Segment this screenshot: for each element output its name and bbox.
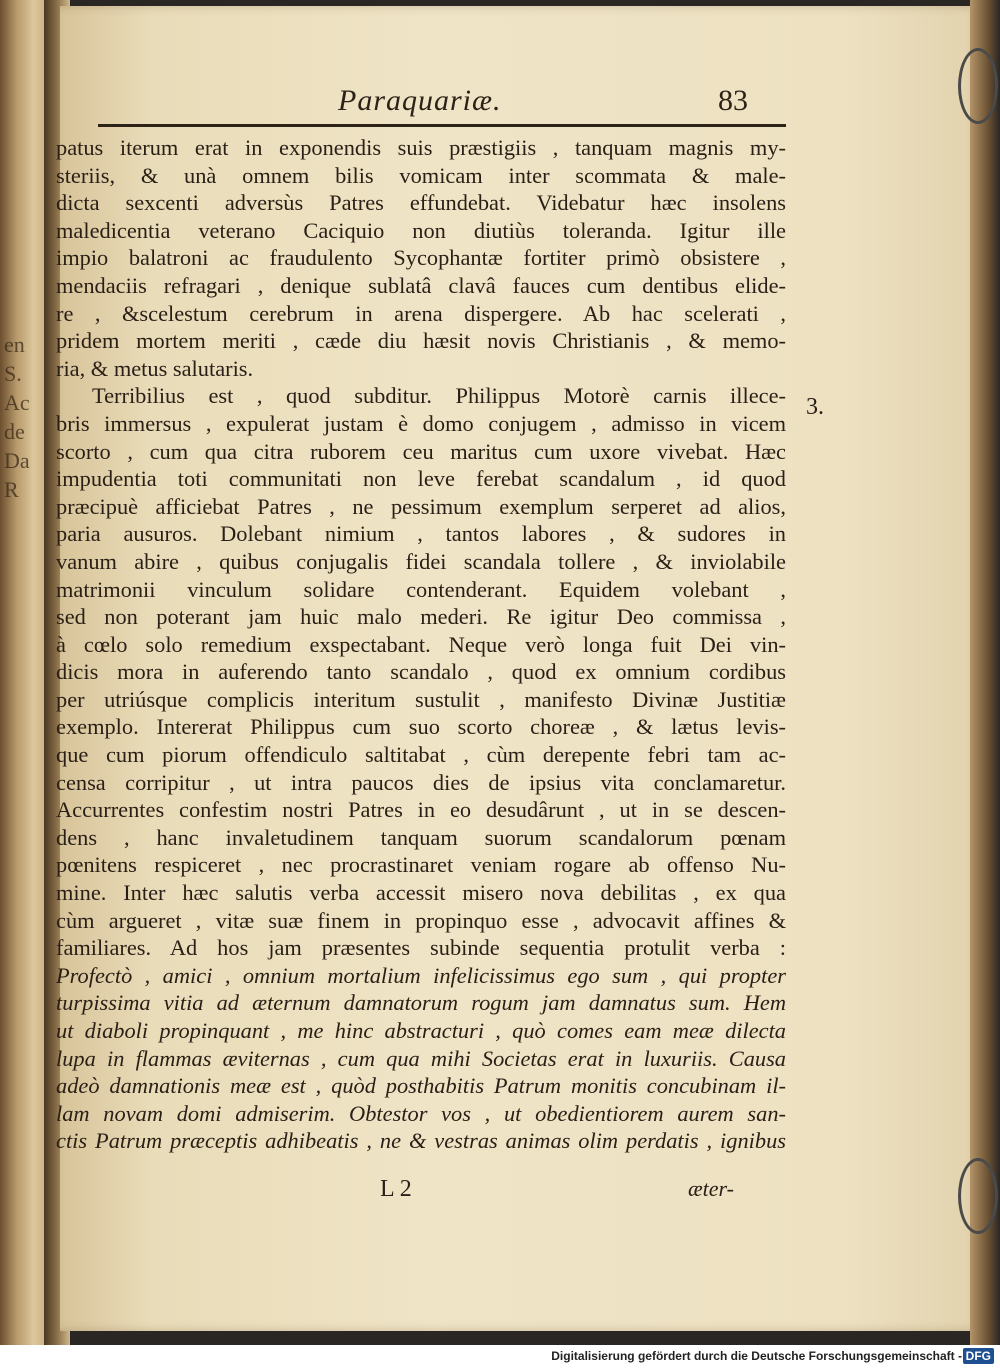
text-line: dens , hanc invaletudinem tanquam suorum scandalorum pœnam bbox=[56, 824, 786, 850]
text-line: impudentia toti communitati non leve ferebat scandalum , id quod bbox=[56, 466, 786, 492]
facing-page-text-fragments: en S. Ac de Da R bbox=[4, 332, 30, 502]
text-line: familiares. Ad hos jam præsentes subinde sequentia protulit verba : bbox=[56, 935, 786, 961]
text-line: scorto , cum qua citra ruborem ceu maritus cum uxore vivebat. Hæc bbox=[56, 438, 786, 464]
body-text bbox=[56, 134, 786, 1155]
page-footer bbox=[0, 1176, 1000, 1206]
text-line: cùm argueret , vitæ suæ finem in propinquo esse , advocavit affines & bbox=[56, 907, 786, 933]
running-title: Paraquariæ. bbox=[338, 84, 502, 117]
text-line: dicta sexcenti adversùs Patres effundebat. Videbatur hæc insolens bbox=[56, 190, 786, 216]
text-line-italic: adeò damnationis meæ est , quòd posthabitis Patrum monitis concubinam il- bbox=[56, 1073, 786, 1099]
text-line-italic: lupa in flammas æviternas , cum qua mihi Societas erat in luxuriis. Causa bbox=[56, 1045, 786, 1071]
text-line: bris immersus , expulerat justam è domo conjugem , admisso in vicem bbox=[56, 410, 786, 436]
header-rule bbox=[98, 124, 786, 127]
text-line: paria ausuros. Dolebant nimium , tantos labores , & sudores in bbox=[56, 521, 786, 547]
text-line: pridem mortem meriti , cæde diu hæsit novis Christianis , & memo- bbox=[56, 328, 786, 354]
text-line: steriis, & unà omnem bilis vomicam inter scommata & male- bbox=[56, 162, 786, 188]
text-line-italic: ut diaboli propinquant , me hinc abstracturi , quò comes eam meæ dilecta bbox=[56, 1018, 786, 1043]
text-line: pœnitens respiceret , nec procrastinaret veniam rogare ab offenso Nu- bbox=[56, 852, 786, 878]
catchword: æter- bbox=[688, 1176, 734, 1201]
text-line: matrimonii vinculum solidare contenderant. Equidem volebant , bbox=[56, 576, 786, 602]
text-line: impio balatroni ac fraudulento Sycophantæ fortiter primò obsistere , bbox=[56, 245, 786, 271]
text-line: Accurrentes confestim nostri Patres in eo desudârunt , ut in se descen- bbox=[56, 797, 786, 823]
text-line: mine. Inter hæc salutis verba accessit misero nova debilitas , ex qua bbox=[56, 880, 786, 906]
text-line: Terribilius est , quod subditur. Philippus Motorè carnis illece- bbox=[92, 383, 786, 409]
text-line: vanum abire , quibus conjugalis fidei scandala tollere , & inviolabile bbox=[56, 548, 786, 574]
text-line-italic: Profectò , amici , omnium mortalium infelicissimus ego sum , qui propter bbox=[56, 962, 786, 988]
text-line: re , &scelestum cerebrum in arena dispergere. Ab hac scelerati , bbox=[56, 300, 786, 326]
text-line: censa corripitur , ut intra paucos dies de ipsius vita conclamaretur. bbox=[56, 769, 786, 795]
text-line: maledicentia veterano Caciquio non diutiùs toleranda. Igitur ille bbox=[56, 217, 786, 243]
text-line-italic: ctis Patrum præceptis adhibeatis , ne & vestras animas olim perdatis , ignibus bbox=[56, 1128, 786, 1154]
text-line-italic: lam novam domi admiserim. Obtestor vos , ut obedientiorem aurem san- bbox=[56, 1100, 786, 1126]
text-line-italic: turpissima vitia ad æternum damnatorum rogum jam damnatus sum. Hem bbox=[56, 990, 786, 1016]
text-line: mendaciis refragari , denique sublatâ clavâ fauces cum dentibus elide- bbox=[56, 272, 786, 298]
credit-bar bbox=[0, 1345, 1000, 1368]
signature-mark: L 2 bbox=[380, 1176, 412, 1202]
text-line: que cum piorum offendiculo saltitabat , cùm derepente febri tam ac- bbox=[56, 742, 786, 768]
text-line: dicis mora in auferendo tanto scandalo , quod ex omnium cordibus bbox=[56, 659, 786, 685]
text-line: præcipuè afficiebat Patres , ne pessimum exemplum serperet ad alios, bbox=[56, 493, 786, 519]
text-line: per utriúsque complicis interitum sustulit , manifesto Divinæ Justitiæ bbox=[56, 686, 786, 712]
text-line: ria, & metus salutaris. bbox=[56, 355, 254, 381]
text-line: patus iterum erat in exponendis suis præstigiis , tanquam magnis my- bbox=[56, 135, 786, 160]
text-line: sed non poterant jam huic malo mederi. Re igitur Deo commissa , bbox=[56, 604, 786, 630]
page-number: 83 bbox=[718, 84, 748, 117]
running-head bbox=[0, 84, 1000, 118]
facing-page-edge bbox=[0, 0, 48, 1345]
margin-note: 3. bbox=[806, 394, 824, 420]
page-fore-edge bbox=[970, 0, 1000, 1345]
dfg-logo-icon: DFG bbox=[963, 1348, 994, 1364]
text-line: exemplo. Intererat Philippus cum suo scorto choreæ , & lætus levis- bbox=[56, 714, 786, 740]
text-line: à cœlo solo remedium exspectabant. Neque verò longa fuit Dei vin- bbox=[56, 631, 786, 657]
funding-credit: Digitalisierung gefördert durch die Deutsche Forschungsgemeinschaft - bbox=[551, 1349, 962, 1363]
